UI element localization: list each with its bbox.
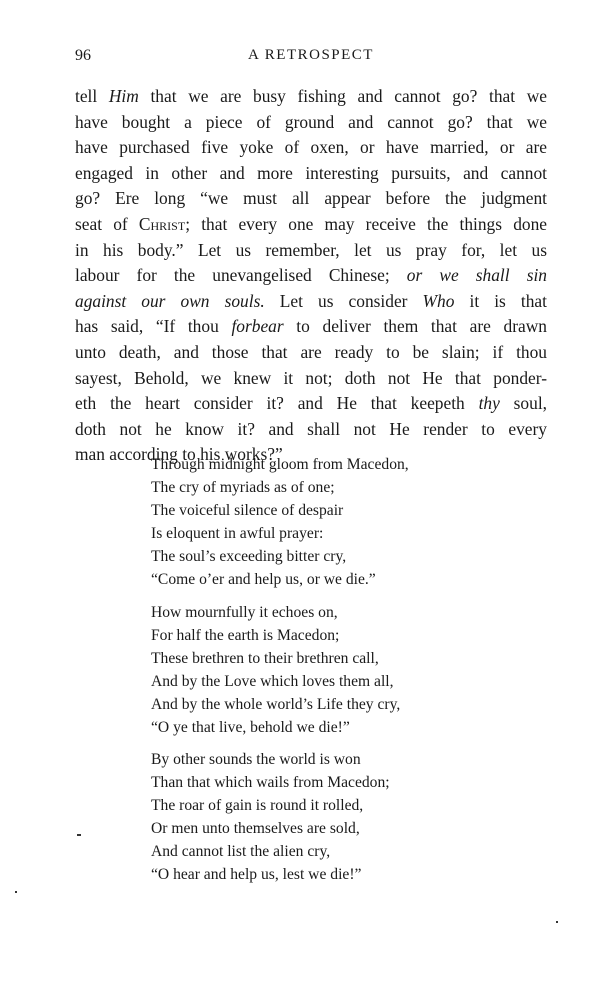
- text-run: in his body.” Let us remember, let us pray for, let us: [75, 239, 547, 260]
- scan-speck: [15, 891, 17, 893]
- prose-line: [75, 161, 547, 187]
- text-run: eth the heart consider it? and He that keepeth: [75, 393, 479, 414]
- prose-line: [75, 366, 547, 392]
- poem-line: For half the earth is Macedon;: [151, 627, 340, 644]
- text-run: soul,: [499, 393, 547, 414]
- poem-stanza-3: [151, 748, 390, 886]
- poem-line: And by the whole world’s Life they cry,: [151, 696, 401, 713]
- prose-paragraph: [75, 84, 547, 468]
- scan-speck: [556, 921, 558, 923]
- text-run: has said, “If thou: [75, 316, 232, 337]
- poem-line: The voiceful silence of despair: [151, 502, 344, 519]
- italic-text: forbear: [231, 316, 284, 337]
- poem-line: How mournfully it echoes on,: [151, 604, 338, 621]
- italic-text: or we shall sin: [406, 265, 547, 286]
- text-run: sayest, Behold, we knew it not; doth not He that ponder-: [75, 367, 547, 388]
- small-caps-text: Christ: [138, 213, 186, 234]
- poem-line: Or men unto themselves are sold,: [151, 820, 360, 837]
- poem-line: Than that which wails from Macedon;: [151, 774, 390, 791]
- prose-line: [75, 314, 547, 340]
- prose-line: [75, 84, 547, 110]
- prose-line: [75, 135, 547, 161]
- prose-line: [75, 212, 547, 238]
- poem-line: These brethren to their brethren call,: [151, 650, 379, 667]
- poem-stanza-1: [151, 453, 409, 591]
- poem-stanza-2: [151, 601, 400, 739]
- text-run: doth not he know it? and shall not He render to every: [75, 418, 547, 439]
- poem-line: “Come o’er and help us, or we die.”: [151, 571, 376, 588]
- text-run: engaged in other and more interesting pursuits, and cannot: [75, 162, 547, 183]
- text-run: that we are busy fishing and cannot go? that we: [138, 86, 548, 106]
- text-run: it is that: [454, 290, 547, 311]
- prose-line: [75, 391, 547, 417]
- italic-text: against our own souls.: [75, 290, 265, 311]
- italic-text: thy: [478, 393, 500, 414]
- poem-line: “O ye that live, behold we die!”: [151, 719, 350, 736]
- text-run: seat of: [75, 213, 139, 234]
- prose-line: [75, 263, 547, 289]
- prose-line: [75, 417, 547, 443]
- text-run: go? Ere long “we must all appear before the judgment: [75, 188, 547, 209]
- poem-line: And by the Love which loves them all,: [151, 673, 394, 690]
- poem-line: By other sounds the world is won: [151, 751, 361, 768]
- page-header: [75, 47, 547, 71]
- scan-speck: [77, 834, 81, 836]
- text-run: have bought a piece of ground and cannot go? that we: [75, 111, 547, 132]
- text-run: ; that every one may receive the things done: [185, 213, 547, 234]
- poem-line: And cannot list the alien cry,: [151, 843, 331, 860]
- poem-line: The cry of myriads as of one;: [151, 479, 335, 496]
- poem-line: The roar of gain is round it rolled,: [151, 797, 364, 814]
- poem-line: The soul’s exceeding bitter cry,: [151, 548, 347, 565]
- poem-line: Is eloquent in awful prayer:: [151, 525, 324, 542]
- prose-line: [75, 238, 547, 264]
- text-run: unto death, and those that are ready to be slain; if thou: [75, 341, 547, 362]
- prose-line: [75, 340, 547, 366]
- text-run: labour for the unevangelised Chinese;: [75, 265, 407, 286]
- italic-text: Him: [108, 86, 139, 106]
- page-number: 96: [75, 47, 91, 64]
- prose-line: [75, 110, 547, 136]
- prose-line: [75, 186, 547, 212]
- poem-line: Through midnight gloom from Macedon,: [151, 456, 409, 473]
- prose-line: [75, 289, 547, 315]
- text-run: man according to his works?”: [75, 444, 283, 465]
- italic-text: Who: [422, 290, 455, 311]
- text-run: have purchased five yoke of oxen, or have married, or are: [75, 137, 547, 158]
- running-head: A RETROSPECT: [248, 47, 374, 63]
- text-run: Let us consider: [264, 290, 423, 311]
- text-run: tell: [75, 86, 109, 106]
- poem-line: “O hear and help us, lest we die!”: [151, 866, 362, 883]
- text-run: to deliver them that are drawn: [283, 316, 548, 337]
